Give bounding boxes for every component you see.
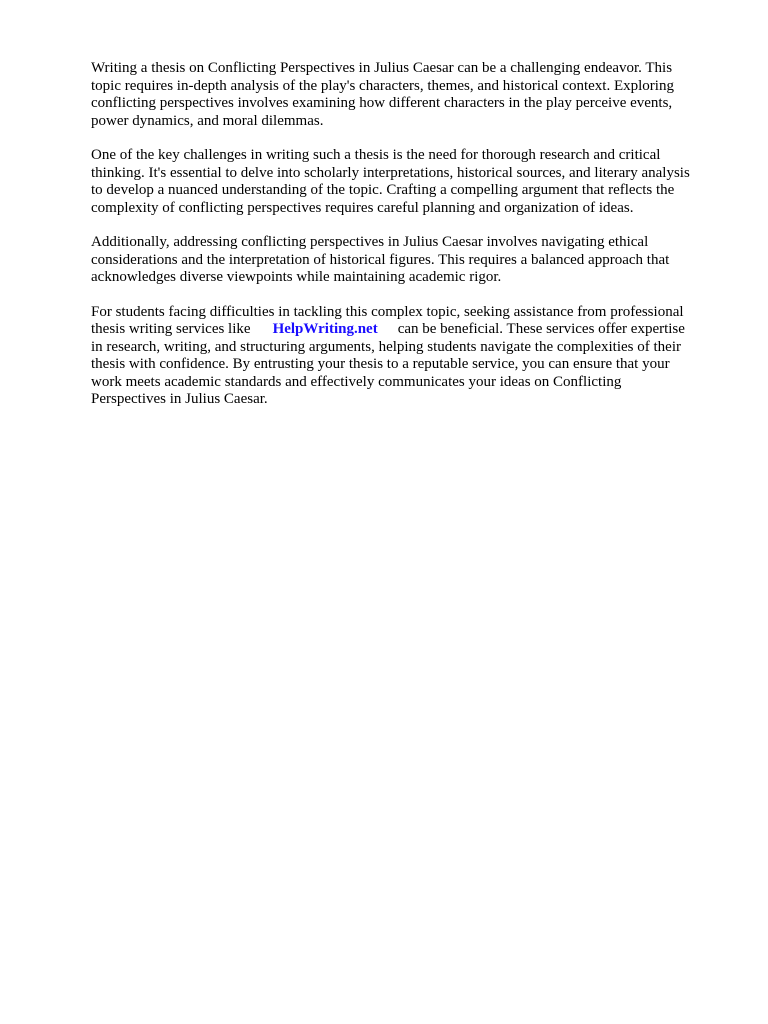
text-line: Additionally, addressing conflicting perspectives in Julius Caesar involves navigating ethical — [91, 234, 649, 250]
text-segment: thesis writing services like — [91, 321, 251, 337]
paragraph-challenges — [91, 147, 721, 217]
text-line: For students facing difficulties in tackling this complex topic, seeking assistance from professional — [91, 303, 684, 320]
text-line: in research, writing, and structuring arguments, helping students navigate the complexities of their — [91, 338, 681, 355]
text-line: topic requires in-depth analysis of the play's characters, themes, and historical context. Exploring — [91, 77, 674, 94]
text-line: power dynamics, and moral dilemmas. — [91, 112, 324, 129]
text-line: thinking. It's essential to delve into scholarly interpretations, historical sources, and literary analysis — [91, 164, 690, 181]
text-line: acknowledges diverse viewpoints while maintaining academic rigor. — [91, 269, 502, 285]
document-body — [91, 60, 721, 426]
text-line: Writing a thesis on Conflicting Perspectives in Julius Caesar can be a challenging endeavor. This — [91, 60, 673, 76]
paragraph-closing — [91, 304, 721, 409]
paragraph-ethics — [91, 234, 721, 287]
paragraph-intro — [91, 60, 721, 130]
text-line: One of the key challenges in writing such a thesis is the need for thorough research and critical — [91, 147, 661, 163]
text-line-with-link — [91, 321, 721, 339]
text-line: conflicting perspectives involves examining how different characters in the play perceive events, — [91, 95, 673, 111]
text-line: complexity of conflicting perspectives requires careful planning and organization of ideas. — [91, 199, 634, 216]
text-line: work meets academic standards and effectively communicates your ideas on Conflicting — [91, 373, 622, 390]
text-line: thesis with confidence. By entrusting your thesis to a reputable service, you can ensure that your — [91, 356, 670, 372]
text-segment: can be beneficial. These services offer expertise — [397, 321, 685, 337]
text-line: to develop a nuanced understanding of the topic. Crafting a compelling argument that reflects the — [91, 182, 675, 198]
text-line: considerations and the interpretation of historical figures. This requires a balanced approach that — [91, 251, 670, 268]
helpwriting-link[interactable]: HelpWriting.net — [272, 321, 378, 337]
text-line: Perspectives in Julius Caesar. — [91, 391, 268, 407]
